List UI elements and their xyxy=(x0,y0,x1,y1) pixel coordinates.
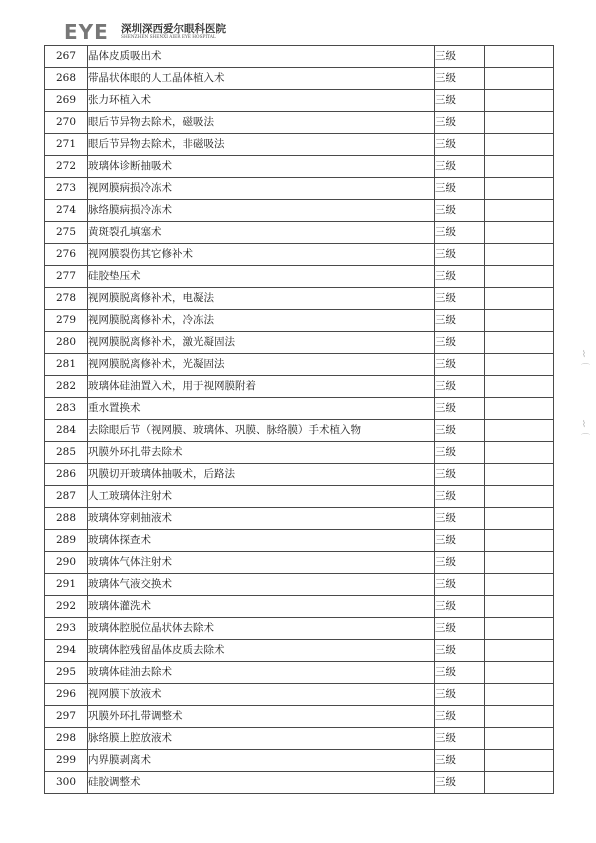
empty-cell xyxy=(485,178,554,200)
empty-cell xyxy=(485,310,554,332)
row-number: 278 xyxy=(45,288,88,310)
side-stamp-mark: ⌇ ⌒ xyxy=(579,350,589,372)
table-row xyxy=(45,266,554,288)
row-number: 291 xyxy=(45,574,88,596)
procedure-name: 内界膜剥离术 xyxy=(88,750,435,772)
table-row xyxy=(45,420,554,442)
procedure-name: 去除眼后节（视网膜、玻璃体、巩膜、脉络膜）手术植入物 xyxy=(88,420,435,442)
procedure-name: 玻璃体腔脱位晶状体去除术 xyxy=(88,618,435,640)
table-row xyxy=(45,464,554,486)
row-number: 295 xyxy=(45,662,88,684)
procedure-name: 巩膜外环扎带去除术 xyxy=(88,442,435,464)
row-number: 287 xyxy=(45,486,88,508)
row-number: 286 xyxy=(45,464,88,486)
empty-cell xyxy=(485,618,554,640)
empty-cell xyxy=(485,46,554,68)
row-number: 281 xyxy=(45,354,88,376)
procedure-name: 巩膜外环扎带调整术 xyxy=(88,706,435,728)
side-stamp-mark: ⌇ ⌒ xyxy=(579,420,589,442)
row-number: 269 xyxy=(45,90,88,112)
row-number: 282 xyxy=(45,376,88,398)
row-number: 288 xyxy=(45,508,88,530)
row-number: 275 xyxy=(45,222,88,244)
empty-cell xyxy=(485,442,554,464)
procedure-name: 玻璃体气体注射术 xyxy=(88,552,435,574)
procedure-name: 视网膜脱离修补术，光凝固法 xyxy=(88,354,435,376)
procedure-name: 玻璃体探查术 xyxy=(88,530,435,552)
surgery-level: 三级 xyxy=(435,552,485,574)
surgery-level: 三级 xyxy=(435,596,485,618)
table-row xyxy=(45,662,554,684)
procedure-name: 眼后节异物去除术，非磁吸法 xyxy=(88,134,435,156)
empty-cell xyxy=(485,728,554,750)
surgery-level: 三级 xyxy=(435,134,485,156)
empty-cell xyxy=(485,332,554,354)
table-row xyxy=(45,442,554,464)
procedure-name: 玻璃体硅油去除术 xyxy=(88,662,435,684)
empty-cell xyxy=(485,244,554,266)
surgery-level: 三级 xyxy=(435,68,485,90)
table-row xyxy=(45,244,554,266)
procedure-name: 黄斑裂孔填塞术 xyxy=(88,222,435,244)
hospital-name-en: SHENZHEN SHENXI AIER EYE HOSPITAL xyxy=(121,35,216,40)
empty-cell xyxy=(485,376,554,398)
empty-cell xyxy=(485,684,554,706)
empty-cell xyxy=(485,90,554,112)
procedure-name: 视网膜脱离修补术，冷冻法 xyxy=(88,310,435,332)
row-number: 293 xyxy=(45,618,88,640)
table-row xyxy=(45,376,554,398)
surgery-level: 三级 xyxy=(435,728,485,750)
table-row xyxy=(45,640,554,662)
table-row xyxy=(45,288,554,310)
empty-cell xyxy=(485,288,554,310)
empty-cell xyxy=(485,266,554,288)
procedure-name: 视网膜脱离修补术，激光凝固法 xyxy=(88,332,435,354)
table-row xyxy=(45,486,554,508)
hospital-header xyxy=(64,20,264,46)
surgery-level: 三级 xyxy=(435,200,485,222)
surgery-level: 三级 xyxy=(435,46,485,68)
table-row xyxy=(45,68,554,90)
row-number: 273 xyxy=(45,178,88,200)
empty-cell xyxy=(485,574,554,596)
row-number: 276 xyxy=(45,244,88,266)
table-row xyxy=(45,178,554,200)
row-number: 277 xyxy=(45,266,88,288)
table-row xyxy=(45,772,554,794)
procedure-name: 玻璃体穿刺抽液术 xyxy=(88,508,435,530)
procedure-name: 眼后节异物去除术，磁吸法 xyxy=(88,112,435,134)
procedure-name: 视网膜裂伤其它修补术 xyxy=(88,244,435,266)
surgery-level: 三级 xyxy=(435,530,485,552)
row-number: 270 xyxy=(45,112,88,134)
surgery-level: 三级 xyxy=(435,354,485,376)
empty-cell xyxy=(485,706,554,728)
table-row xyxy=(45,134,554,156)
surgery-level: 三级 xyxy=(435,618,485,640)
surgery-level: 三级 xyxy=(435,376,485,398)
table-row xyxy=(45,112,554,134)
empty-cell xyxy=(485,68,554,90)
empty-cell xyxy=(485,156,554,178)
empty-cell xyxy=(485,596,554,618)
row-number: 294 xyxy=(45,640,88,662)
row-number: 267 xyxy=(45,46,88,68)
procedure-name: 玻璃体硅油置入术，用于视网膜附着 xyxy=(88,376,435,398)
empty-cell xyxy=(485,508,554,530)
surgery-level: 三级 xyxy=(435,508,485,530)
table-row xyxy=(45,200,554,222)
procedure-name: 人工玻璃体注射术 xyxy=(88,486,435,508)
procedure-table xyxy=(44,45,554,794)
procedure-name: 玻璃体灌洗术 xyxy=(88,596,435,618)
surgery-level: 三级 xyxy=(435,684,485,706)
row-number: 290 xyxy=(45,552,88,574)
table-row xyxy=(45,618,554,640)
empty-cell xyxy=(485,750,554,772)
procedure-name: 视网膜脱离修补术，电凝法 xyxy=(88,288,435,310)
table-row xyxy=(45,354,554,376)
table-row xyxy=(45,552,554,574)
surgery-level: 三级 xyxy=(435,310,485,332)
row-number: 283 xyxy=(45,398,88,420)
empty-cell xyxy=(485,486,554,508)
procedure-name: 张力环植入术 xyxy=(88,90,435,112)
row-number: 272 xyxy=(45,156,88,178)
surgery-level: 三级 xyxy=(435,112,485,134)
row-number: 268 xyxy=(45,68,88,90)
procedure-name: 玻璃体诊断抽吸术 xyxy=(88,156,435,178)
surgery-level: 三级 xyxy=(435,90,485,112)
table-row xyxy=(45,728,554,750)
empty-cell xyxy=(485,222,554,244)
empty-cell xyxy=(485,464,554,486)
row-number: 284 xyxy=(45,420,88,442)
surgery-level: 三级 xyxy=(435,266,485,288)
procedure-name: 视网膜病损冷冻术 xyxy=(88,178,435,200)
row-number: 279 xyxy=(45,310,88,332)
surgery-level: 三级 xyxy=(435,464,485,486)
procedure-name: 脉络膜病损冷冻术 xyxy=(88,200,435,222)
empty-cell xyxy=(485,354,554,376)
empty-cell xyxy=(485,398,554,420)
surgery-level: 三级 xyxy=(435,288,485,310)
empty-cell xyxy=(485,134,554,156)
procedure-name: 硅胶垫压术 xyxy=(88,266,435,288)
empty-cell xyxy=(485,772,554,794)
surgery-level: 三级 xyxy=(435,156,485,178)
surgery-level: 三级 xyxy=(435,442,485,464)
empty-cell xyxy=(485,420,554,442)
surgery-level: 三级 xyxy=(435,222,485,244)
row-number: 299 xyxy=(45,750,88,772)
procedure-name: 玻璃体腔残留晶体皮质去除术 xyxy=(88,640,435,662)
table-row xyxy=(45,508,554,530)
row-number: 285 xyxy=(45,442,88,464)
table-row xyxy=(45,684,554,706)
hospital-logo: EYE xyxy=(64,20,109,44)
surgery-level: 三级 xyxy=(435,750,485,772)
surgery-level: 三级 xyxy=(435,574,485,596)
empty-cell xyxy=(485,552,554,574)
surgery-level: 三级 xyxy=(435,640,485,662)
table-row xyxy=(45,156,554,178)
row-number: 297 xyxy=(45,706,88,728)
row-number: 300 xyxy=(45,772,88,794)
surgery-level: 三级 xyxy=(435,420,485,442)
table-row xyxy=(45,398,554,420)
row-number: 274 xyxy=(45,200,88,222)
table-row xyxy=(45,596,554,618)
empty-cell xyxy=(485,112,554,134)
table-row xyxy=(45,46,554,68)
table-row xyxy=(45,310,554,332)
hospital-name-cn: 深圳深西爱尔眼科医院 xyxy=(121,23,226,35)
procedure-name: 重水置换术 xyxy=(88,398,435,420)
surgery-level: 三级 xyxy=(435,662,485,684)
table-row xyxy=(45,750,554,772)
surgery-level: 三级 xyxy=(435,398,485,420)
surgery-level: 三级 xyxy=(435,706,485,728)
row-number: 292 xyxy=(45,596,88,618)
surgery-level: 三级 xyxy=(435,178,485,200)
row-number: 271 xyxy=(45,134,88,156)
table-row xyxy=(45,222,554,244)
table-row xyxy=(45,706,554,728)
row-number: 280 xyxy=(45,332,88,354)
surgery-level: 三级 xyxy=(435,332,485,354)
surgery-level: 三级 xyxy=(435,244,485,266)
empty-cell xyxy=(485,200,554,222)
table-row xyxy=(45,90,554,112)
table-row xyxy=(45,574,554,596)
empty-cell xyxy=(485,530,554,552)
surgery-level: 三级 xyxy=(435,486,485,508)
row-number: 296 xyxy=(45,684,88,706)
empty-cell xyxy=(485,640,554,662)
procedure-name: 玻璃体气液交换术 xyxy=(88,574,435,596)
procedure-name: 脉络膜上腔放液术 xyxy=(88,728,435,750)
procedure-name: 视网膜下放液术 xyxy=(88,684,435,706)
surgery-level: 三级 xyxy=(435,772,485,794)
procedure-table-body xyxy=(45,46,554,794)
procedure-name: 晶体皮质吸出术 xyxy=(88,46,435,68)
row-number: 289 xyxy=(45,530,88,552)
table-row xyxy=(45,530,554,552)
empty-cell xyxy=(485,662,554,684)
row-number: 298 xyxy=(45,728,88,750)
procedure-name: 巩膜切开玻璃体抽吸术，后路法 xyxy=(88,464,435,486)
table-row xyxy=(45,332,554,354)
procedure-name: 硅胶调整术 xyxy=(88,772,435,794)
procedure-name: 带晶状体眼的人工晶体植入术 xyxy=(88,68,435,90)
